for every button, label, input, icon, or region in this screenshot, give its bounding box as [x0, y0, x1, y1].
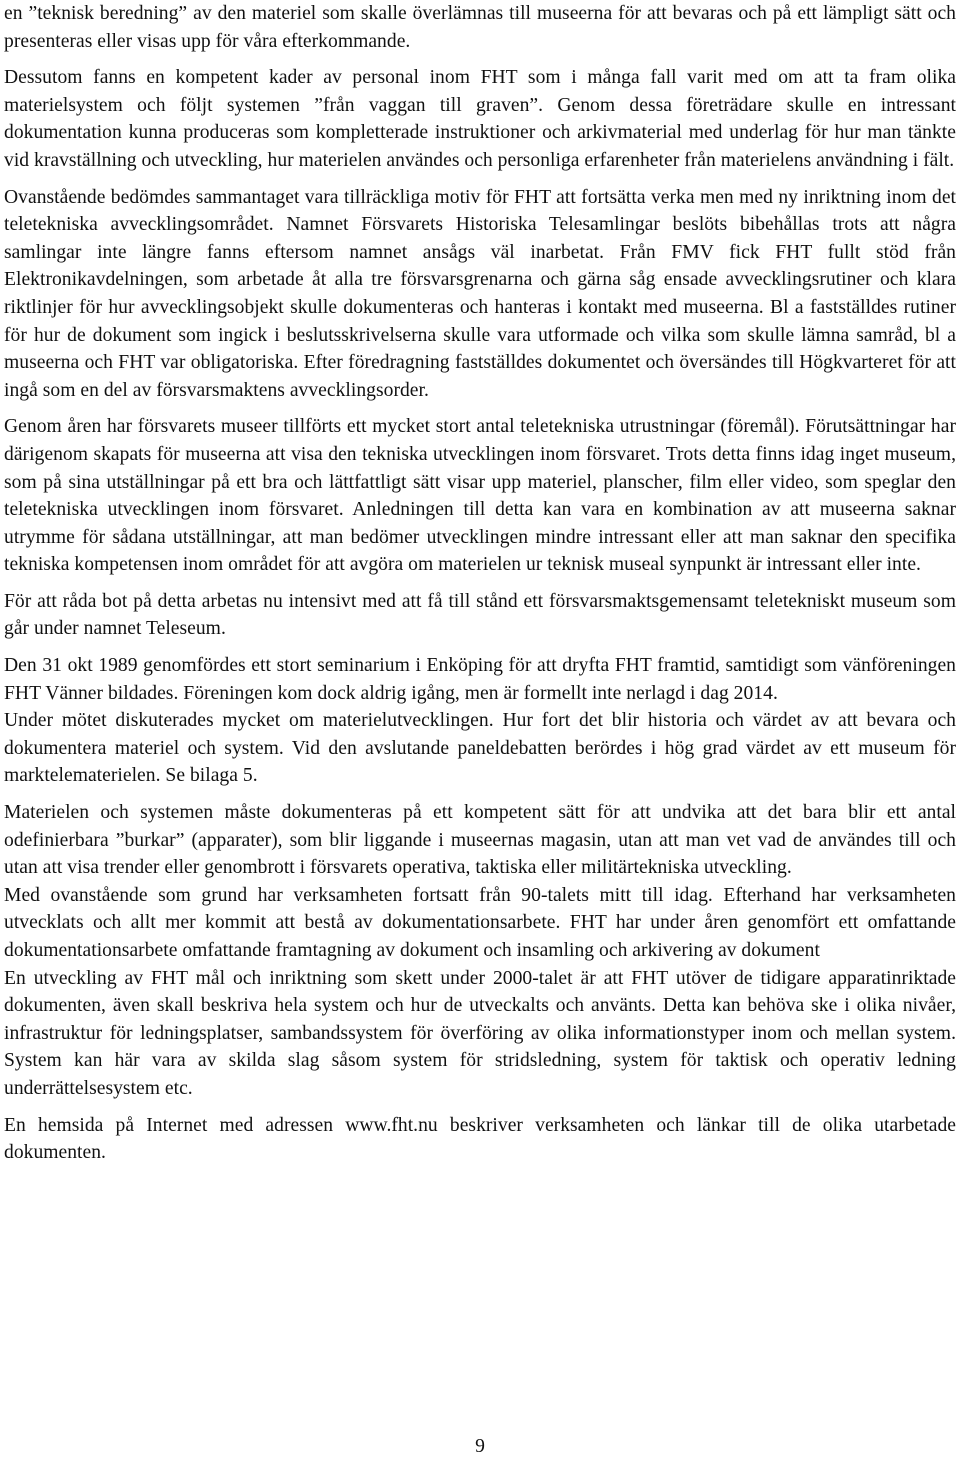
paragraph-museer: Genom åren har försvarets museer tillförts ett mycket stort antal teletekniska utrustningar (föremål). Förutsättningar har därigenom skapats för museerna att visa den tekniska utvecklingen inom försvaret. Trots detta finns idag inget museum, som på sina utställningar på ett bra och lättfattligt sätt visar upp materiel, planscher, film eller video, som speglar den teletekniska utvecklingen inom försvaret. Anledningen till detta kan vara en kombination av att museerna saknar utrymme för sådana utställningar, att man bedömer utvecklingen mindre intressant eller att man saknar den specifika tekniska kompetensen inom området för att avgöra om materielen ur teknisk museal synpunkt är intressant eller inte.: [4, 416, 956, 576]
paragraph-verksamhet: Med ovanstående som grund har verksamheten fortsatt från 90-talets mitt till idag. Efterhand har verksamheten utvecklats och allt mer kommit att bestå av dokumentationsarbete. FHT har under åren genomfört ett omfattande dokumentationsarbete omfattande framtagning av dokument och insamling och arkivering av dokument: [4, 884, 956, 961]
paragraph-seminarium: Den 31 okt 1989 genomfördes ett stort seminarium i Enköping för att dryfta FHT framtid, samtidigt som vänföreningen FHT Vänner bildades. Föreningen kom dock aldrig igång, men är formellt inte nerlagd i dag 2014.: [4, 655, 956, 704]
document-page: [4, 0, 956, 1167]
paragraph-gap: [4, 55, 956, 64]
paragraph-gap: [4, 404, 956, 413]
paragraph-kader: Dessutom fanns en kompetent kader av personal inom FHT som i många fall varit med om att ta fram olika materielsystem och följt systemen ”från vaggan till graven”. Genom dessa företrädare skulle en intressant dokumentation kunna produceras som kompletterade instruktioner och arkivmaterial med underlag för hur man tänkte vid kravställning och utveckling, hur materielen användes och personliga erfarenheter från materielens användning i fält.: [4, 67, 956, 171]
paragraph-gap: [4, 1103, 956, 1112]
page-number: 9: [475, 1436, 485, 1457]
paragraph-utveckling: En utveckling av FHT mål och inriktning som skett under 2000-talet är att FHT utöver de tidigare apparatinriktade dokumenten, även skall beskriva hela system och hur de utveckalts och använts. Detta kan behöva ske i olika nivåer, infrastruktur för ledningsplatser, sambandssystem för överföring av olika informationstyper inom och mellan system. System kan här vara av skilda slag såsom system för stridsledning, system för taktisk och operativ ledning underrättelsesystem etc.: [4, 967, 956, 1099]
paragraph-gap: [4, 579, 956, 588]
paragraph-dokumentera: Materielen och systemen måste dokumenteras på ett kompetent sätt för att undvika att det bara blir ett antal odefinierbara ”burkar” (apparater), som blir liggande i museernas magasin, utan att man vet vad de användes till och utan att visa trender eller genombrott i försvarets operativa, taktiska eller militärtekniska utveckling.: [4, 802, 956, 879]
paragraph-beredning: en ”teknisk beredning” av den materiel som skalle överlämnas till museerna för att bevaras och på ett lämpligt sätt och presenteras eller visas upp för våra efterkommande.: [4, 3, 956, 52]
paragraph-gap: [4, 175, 956, 184]
paragraph-motet: Under mötet diskuterades mycket om materielutvecklingen. Hur fort det blir historia och värdet av att bevara och dokumentera materiel och system. Vid den avslutande paneldebatten berördes i hög grad värdet av ett museum för marktelematerielen. Se bilaga 5.: [4, 710, 956, 787]
paragraph-teleseum: För att råda bot på detta arbetas nu intensivt med att få till stånd ett försvarsmaktsgemensamt teletekniskt museum som går under namnet Teleseum.: [4, 590, 956, 640]
paragraph-motiv: Ovanstående bedömdes sammantaget vara tillräckliga motiv för FHT att fortsätta verka men med ny inriktning inom det teletekniska avvecklingsområdet. Namnet Försvarets Historiska Telesamlingar beslöts bibehållas trots att några samlingar inte längre fanns eftersom namnet ansågs väl inarbetat. Från FMV fick FHT fullt stöd från Elektronikavdelningen, som arbetade åt alla tre försvarsgrenarna och gärna såg ensade avvecklingsrutiner och klara riktlinjer för hur avvecklingsobjekt skulle dokumenteras och hanteras i kontakt med museerna. Bl a fastställdes rutiner för hur de dokument som ingick i beslutsskrivelserna skulle vara utformade och vilka som skulle lämna samråd, bl a museerna och FHT var obligatoriska. Efter föredragning fastställdes dokumentet och översändes till Högkvarteret för att ingå som en del av försvarsmaktens avvecklingsorder.: [4, 186, 956, 401]
paragraph-gap: [4, 643, 956, 652]
paragraph-hemsida: En hemsida på Internet med adressen www.fht.nu beskriver verksamheten och länkar till de olika utarbetade dokumenten.: [4, 1114, 956, 1164]
paragraph-gap: [4, 790, 956, 799]
